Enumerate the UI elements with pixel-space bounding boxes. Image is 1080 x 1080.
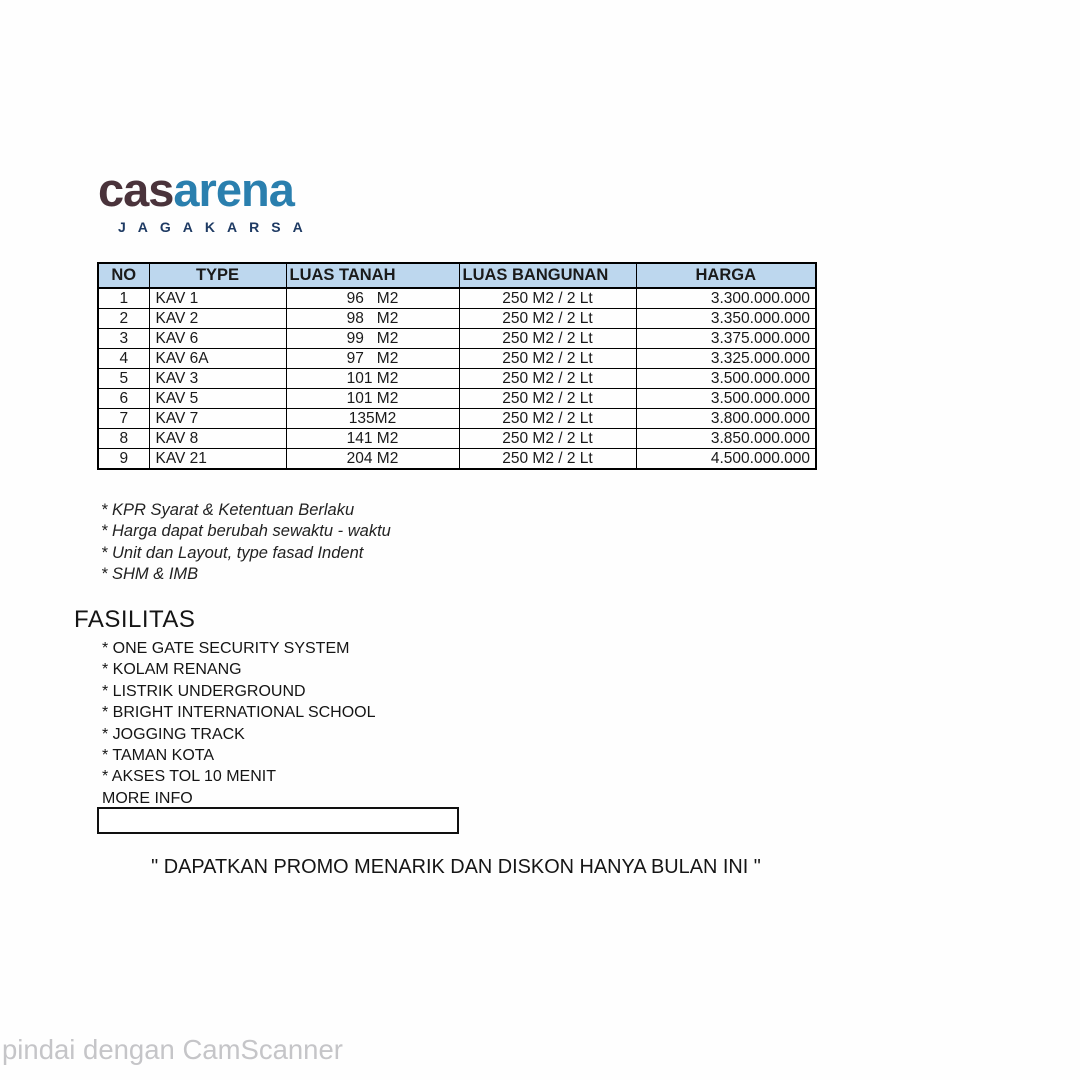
cell-luas_tanah: 141 M2 (286, 429, 459, 449)
cell-luas_bangunan: 250 M2 / 2 Lt (459, 369, 636, 389)
casarena-logo (98, 164, 315, 235)
cell-luas_bangunan: 250 M2 / 2 Lt (459, 429, 636, 449)
cell-no: 3 (98, 329, 149, 349)
fasilitas-item: * TAMAN KOTA (102, 747, 215, 765)
cell-no: 7 (98, 409, 149, 429)
fasilitas-item: * LISTRIK UNDERGROUND (102, 682, 306, 700)
table-row (98, 429, 816, 449)
terms-note-item: * KPR Syarat & Ketentuan Berlaku (101, 501, 355, 519)
cell-harga: 3.800.000.000 (636, 409, 816, 429)
more-info-label: MORE INFO (102, 789, 193, 807)
table-row (98, 288, 816, 309)
cell-luas_tanah: 99 M2 (286, 329, 459, 349)
cell-no: 8 (98, 429, 149, 449)
cell-luas_bangunan: 250 M2 / 2 Lt (459, 288, 636, 309)
table-row (98, 329, 816, 349)
fasilitas-item: * AKSES TOL 10 MENIT (102, 768, 276, 786)
cell-luas_tanah: 101 M2 (286, 369, 459, 389)
cell-no: 9 (98, 449, 149, 470)
cell-type: KAV 6A (149, 349, 286, 369)
table-row (98, 369, 816, 389)
table-row (98, 449, 816, 470)
cell-no: 5 (98, 369, 149, 389)
cell-harga: 3.850.000.000 (636, 429, 816, 449)
cell-no: 4 (98, 349, 149, 369)
price-table-body (98, 288, 816, 469)
cell-harga: 3.500.000.000 (636, 389, 816, 409)
table-row (98, 309, 816, 329)
cell-luas_tanah: 96 M2 (286, 288, 459, 309)
terms-note-item: * Harga dapat berubah sewaktu - waktu (101, 522, 391, 541)
fasilitas-item: * ONE GATE SECURITY SYSTEM (102, 640, 350, 657)
brand-part-rena: arena (173, 163, 294, 216)
cell-type: KAV 5 (149, 389, 286, 409)
promo-line: " DAPATKAN PROMO MENARIK DAN DISKON HANYA BULAN INI " (151, 855, 761, 878)
cell-no: 1 (98, 288, 149, 309)
terms-note-item: * SHM & IMB (101, 565, 199, 584)
table-row (98, 409, 816, 429)
price-table-container (97, 262, 815, 470)
table-header-row (98, 263, 816, 288)
cell-type: KAV 6 (149, 329, 286, 349)
price-table (97, 262, 817, 470)
cell-harga: 3.500.000.000 (636, 369, 816, 389)
table-row (98, 389, 816, 409)
brand-part-casa: cas (98, 163, 174, 216)
cell-harga: 3.350.000.000 (636, 309, 816, 329)
brand-subtitle-jagakarsa: JAGAKARSA (118, 218, 315, 235)
cell-luas_tanah: 101 M2 (286, 389, 459, 409)
fasilitas-heading: FASILITAS (74, 606, 196, 633)
fasilitas-item: * BRIGHT INTERNATIONAL SCHOOL (102, 704, 376, 722)
cell-luas_bangunan: 250 M2 / 2 Lt (459, 449, 636, 470)
cell-luas_bangunan: 250 M2 / 2 Lt (459, 329, 636, 349)
table-row (98, 349, 816, 369)
cell-harga: 4.500.000.000 (636, 449, 816, 470)
cell-luas_bangunan: 250 M2 / 2 Lt (459, 409, 636, 429)
cell-type: KAV 3 (149, 369, 286, 389)
cell-harga: 3.300.000.000 (636, 288, 816, 309)
fasilitas-item: * KOLAM RENANG (102, 661, 242, 679)
cell-harga: 3.325.000.000 (636, 349, 816, 369)
cell-luas_bangunan: 250 M2 / 2 Lt (459, 389, 636, 409)
more-info-empty-box (97, 807, 459, 834)
column-header-type: TYPE (149, 263, 286, 288)
cell-type: KAV 8 (149, 429, 286, 449)
cell-type: KAV 2 (149, 309, 286, 329)
cell-harga: 3.375.000.000 (636, 329, 816, 349)
cell-luas_tanah: 204 M2 (286, 449, 459, 470)
cell-type: KAV 7 (149, 409, 286, 429)
cell-no: 2 (98, 309, 149, 329)
camscanner-watermark: pindai dengan CamScanner (2, 1034, 343, 1065)
column-header-harga: HARGA (636, 263, 816, 288)
column-header-luas-bangunan: LUAS BANGUNAN (459, 263, 636, 288)
cell-luas_tanah: 98 M2 (286, 309, 459, 329)
terms-notes-list (101, 500, 391, 586)
cell-luas_tanah: 135M2 (286, 409, 459, 429)
column-header-luas-tanah: LUAS TANAH (286, 263, 459, 288)
cell-luas_bangunan: 250 M2 / 2 Lt (459, 309, 636, 329)
cell-no: 6 (98, 389, 149, 409)
column-header-no: NO (98, 263, 149, 288)
cell-luas_tanah: 97 M2 (286, 349, 459, 369)
brand-wordmark (98, 164, 315, 216)
fasilitas-item: * JOGGING TRACK (102, 725, 245, 743)
terms-note-item: * Unit dan Layout, type fasad Indent (101, 543, 364, 562)
cell-type: KAV 21 (149, 449, 286, 470)
cell-type: KAV 1 (149, 288, 286, 309)
fasilitas-list (102, 638, 376, 809)
cell-luas_bangunan: 250 M2 / 2 Lt (459, 349, 636, 369)
